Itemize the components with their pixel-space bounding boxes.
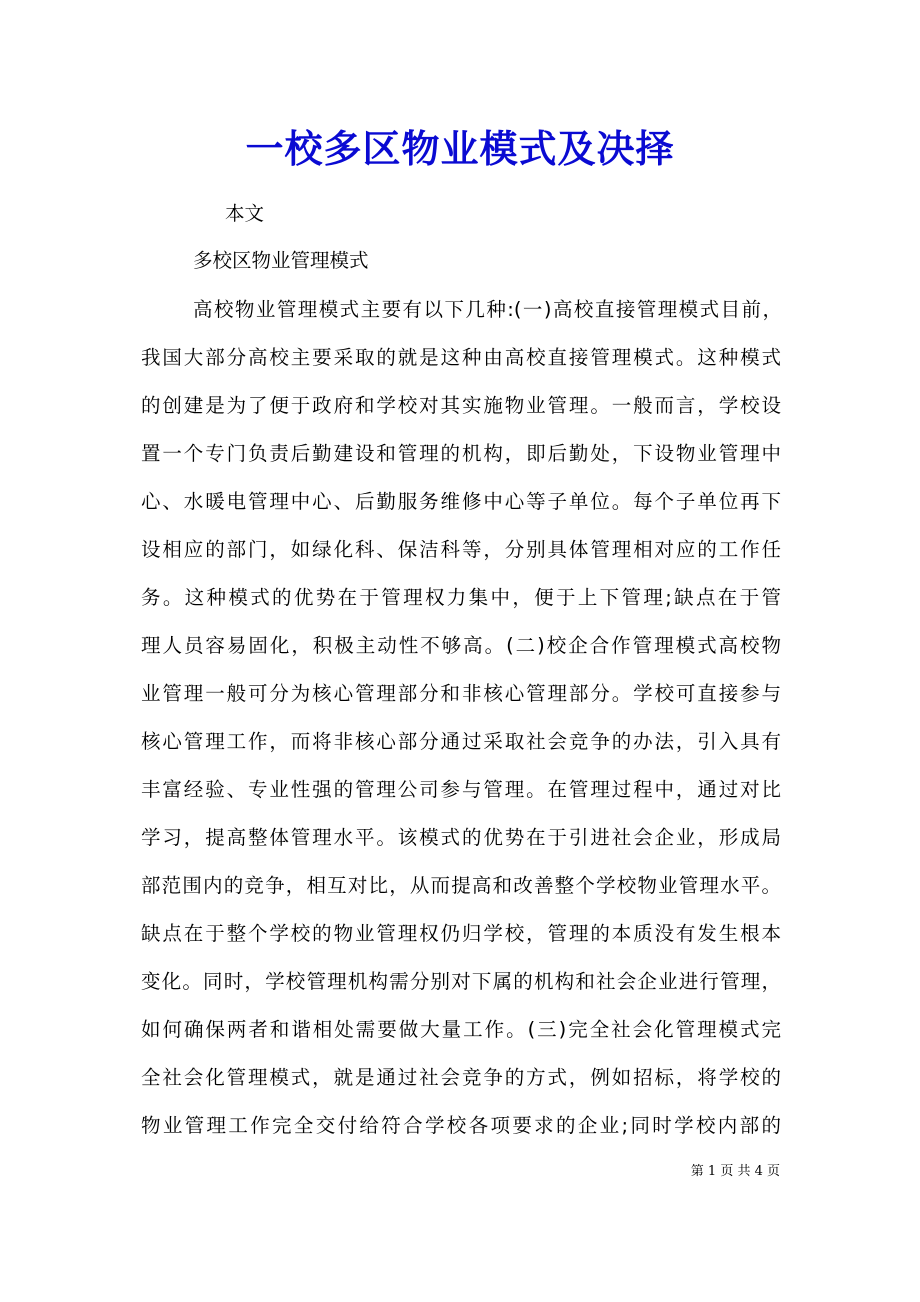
- paragraph-line: 核心管理工作，而将非核心部分通过采取社会竞争的办法，引入具有: [141, 730, 781, 753]
- paragraph-line: 全社会化管理模式，就是通过社会竞争的方式，例如招标，将学校的: [141, 1066, 781, 1089]
- paragraph-line: 变化。同时，学校管理机构需分别对下属的机构和社会企业进行管理，: [141, 970, 781, 993]
- paragraph-line: 心、水暖电管理中心、后勤服务维修中心等子单位。每个子单位再下: [141, 490, 781, 513]
- paragraph-line: 置一个专门负责后勤建设和管理的机构，即后勤处，下设物业管理中: [141, 442, 781, 465]
- paragraph-line: 学习，提高整体管理水平。该模式的优势在于引进社会企业，形成局: [141, 826, 781, 849]
- paragraph-line: 务。这种模式的优势在于管理权力集中，便于上下管理;缺点在于管: [141, 586, 781, 609]
- paragraph-line: 我国大部分高校主要采取的就是这种由高校直接管理模式。这种模式: [141, 346, 781, 369]
- section-heading: 多校区物业管理模式: [193, 249, 369, 272]
- paragraph-line: 部范围内的竞争，相互对比，从而提高和改善整个学校物业管理水平。: [141, 874, 781, 897]
- text-line-label: 本文: [225, 202, 265, 225]
- page-number: 第 1 页 共 4 页: [690, 1164, 780, 1179]
- paragraph-line: 丰富经验、专业性强的管理公司参与管理。在管理过程中，通过对比: [141, 778, 781, 801]
- paragraph-line: 的创建是为了便于政府和学校对其实施物业管理。一般而言，学校设: [141, 394, 781, 417]
- paragraph-line: 缺点在于整个学校的物业管理权仍归学校，管理的本质没有发生根本: [141, 922, 781, 945]
- paragraph-line: 物业管理工作完全交付给符合学校各项要求的企业;同时学校内部的: [141, 1114, 781, 1137]
- document-title: 一校多区物业模式及决择: [245, 126, 675, 171]
- paragraph-line: 理人员容易固化，积极主动性不够高。(二)校企合作管理模式高校物: [141, 634, 781, 657]
- paragraph-line: 设相应的部门，如绿化科、保洁科等，分别具体管理相对应的工作任: [141, 538, 781, 561]
- paragraph-line: 如何确保两者和谐相处需要做大量工作。(三)完全社会化管理模式完: [141, 1018, 781, 1041]
- paragraph-line: 高校物业管理模式主要有以下几种:(一)高校直接管理模式目前，: [193, 298, 782, 321]
- paragraph-line: 业管理一般可分为核心管理部分和非核心管理部分。学校可直接参与: [141, 682, 781, 705]
